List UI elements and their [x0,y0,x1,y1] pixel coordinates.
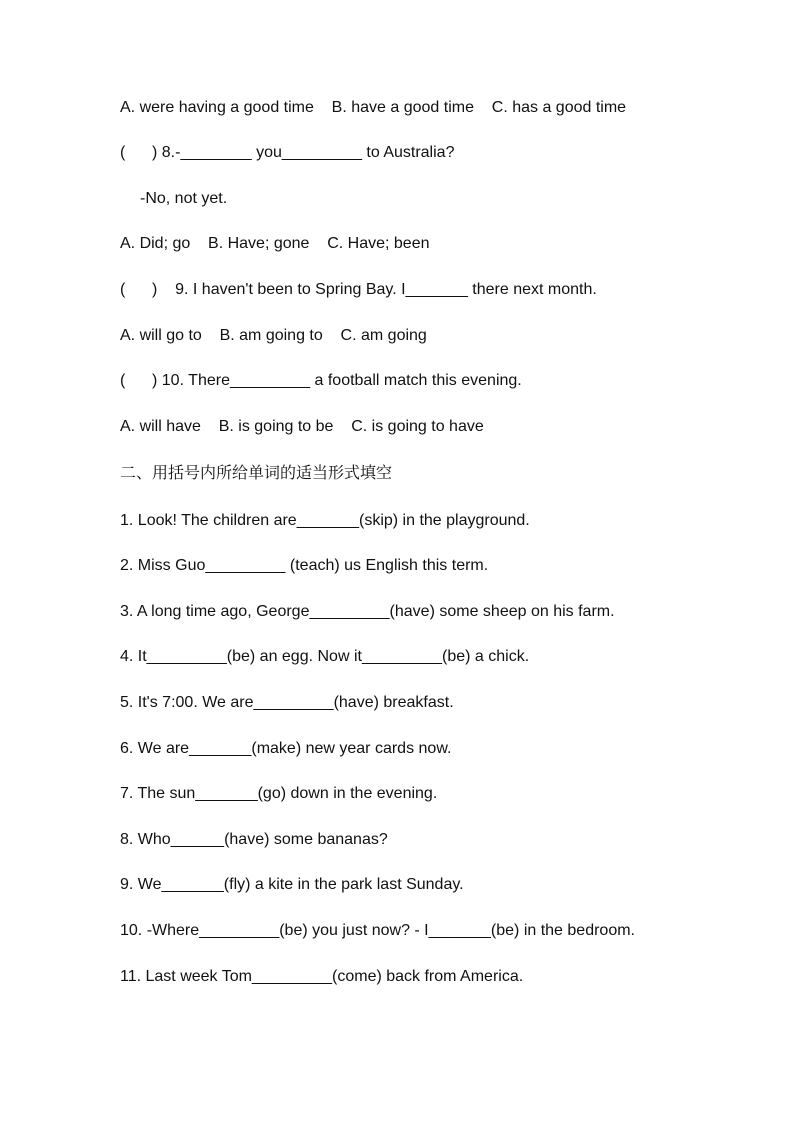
q8-question: ( ) 8.-________ you_________ to Australia? [120,144,455,161]
fill-item-5: 5. It's 7:00. We are_________(have) breakfast. [120,694,454,711]
section-two-heading: 二、用括号内所给单词的适当形式填空 [120,463,393,482]
fill-item-2: 2. Miss Guo_________ (teach) us English this term. [120,557,489,574]
fill-item-4: 4. It_________(be) an egg. Now it_________(be) a chick. [120,648,530,665]
fill-item-3: 3. A long time ago, George_________(have) some sheep on his farm. [120,603,615,620]
q9-options: A. will go to B. am going to C. am going [120,327,427,344]
fill-item-1: 1. Look! The children are_______(skip) in the playground. [120,512,530,529]
fill-item-11: 11. Last week Tom_________(come) back from America. [120,968,524,985]
fill-item-10: 10. -Where_________(be) you just now? - I_______(be) in the bedroom. [120,922,635,939]
fill-item-7: 7. The sun_______(go) down in the evening. [120,785,438,802]
q7-options: A. were having a good time B. have a good time C. has a good time [120,99,627,116]
fill-item-9: 9. We_______(fly) a kite in the park last Sunday. [120,876,464,893]
fill-item-8: 8. Who______(have) some bananas? [120,831,388,848]
fill-item-6: 6. We are_______(make) new year cards now. [120,740,452,757]
q8-answer-line: -No, not yet. [140,190,228,207]
q10-options: A. will have B. is going to be C. is going to have [120,418,484,435]
q10-question: ( ) 10. There_________ a football match this evening. [120,372,522,389]
q9-question: ( ) 9. I haven't been to Spring Bay. I_______ there next month. [120,281,597,298]
q8-options: A. Did; go B. Have; gone C. Have; been [120,235,430,252]
